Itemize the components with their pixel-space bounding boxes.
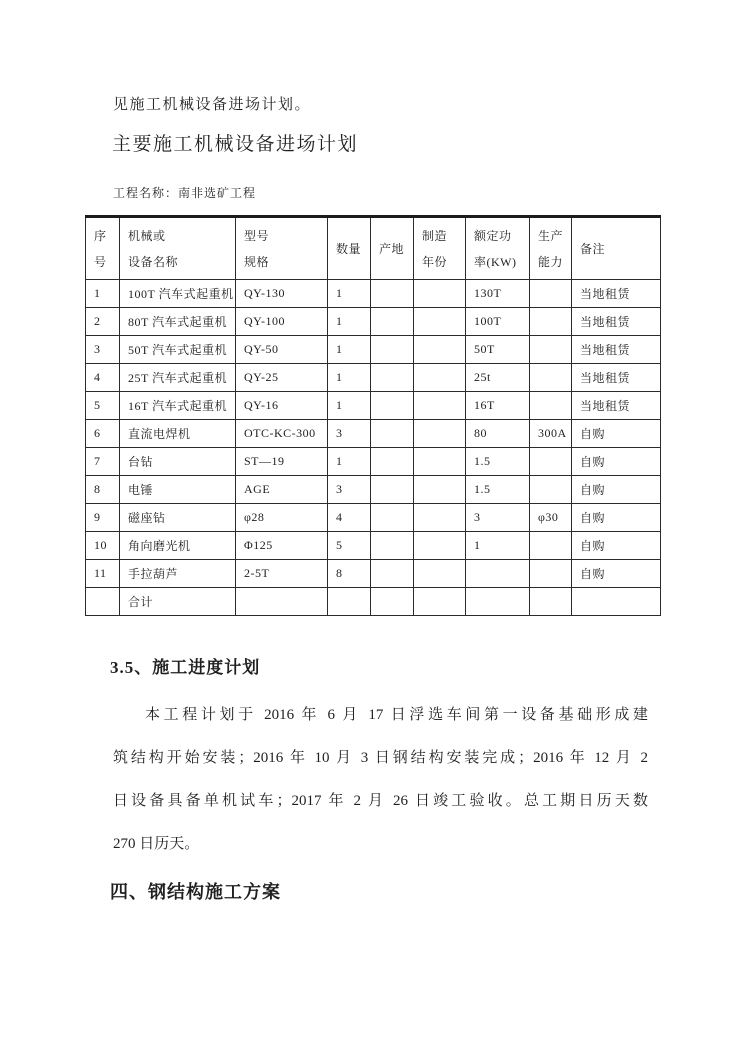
table-cell: 6	[86, 420, 120, 448]
table-cell	[466, 560, 530, 588]
paragraph-line: 本工程计划于 2016 年 6 月 17 日浮选车间第一设备基础形成建	[145, 707, 648, 723]
table-cell: 磁座钻	[120, 504, 236, 532]
table-cell: ST—19	[236, 448, 328, 476]
header-cell: 制造 年份	[414, 217, 466, 280]
table-row	[86, 308, 661, 336]
table-cell: QY-25	[236, 364, 328, 392]
table-cell	[530, 308, 572, 336]
table-cell	[572, 588, 661, 616]
header-row	[86, 217, 661, 280]
table-cell	[371, 448, 414, 476]
table-cell: QY-50	[236, 336, 328, 364]
table-cell	[371, 336, 414, 364]
table-cell: 8	[328, 560, 371, 588]
table-cell	[414, 476, 466, 504]
table-cell: 自购	[572, 504, 661, 532]
table-row	[86, 364, 661, 392]
table-cell	[371, 364, 414, 392]
table-row	[86, 280, 661, 308]
table-cell	[371, 532, 414, 560]
table-cell: 300A	[530, 420, 572, 448]
table-cell	[530, 280, 572, 308]
table-cell: 8	[86, 476, 120, 504]
table-cell: 1	[86, 280, 120, 308]
section-progress-heading: 3.5、施工进度计划	[110, 658, 261, 677]
table-cell: 9	[86, 504, 120, 532]
header-cell: 备注	[572, 217, 661, 280]
table-cell	[414, 364, 466, 392]
table-cell	[371, 504, 414, 532]
table-cell	[530, 588, 572, 616]
table-cell	[86, 588, 120, 616]
table-cell: 100T	[466, 308, 530, 336]
table-cell: 角向磨光机	[120, 532, 236, 560]
table-header	[86, 217, 661, 280]
table-cell: 1	[328, 448, 371, 476]
paragraph-line: 日设备具备单机试车；2017 年 2 月 26 日竣工验收。总工期日历天数	[113, 793, 648, 809]
table-cell: 1	[328, 308, 371, 336]
table-cell: 25T 汽车式起重机	[120, 364, 236, 392]
table-cell: 80	[466, 420, 530, 448]
section-steel-heading: 四、钢结构施工方案	[110, 882, 281, 902]
table-cell: 1	[328, 392, 371, 420]
main-heading: 主要施工机械设备进场计划	[112, 134, 359, 155]
table-cell	[371, 476, 414, 504]
table-cell	[328, 588, 371, 616]
equipment-table	[85, 215, 661, 616]
table-cell: 80T 汽车式起重机	[120, 308, 236, 336]
table-cell	[414, 392, 466, 420]
table-cell	[530, 336, 572, 364]
table-cell: 当地租赁	[572, 364, 661, 392]
table-row	[86, 588, 661, 616]
table-cell	[414, 420, 466, 448]
header-cell: 产地	[371, 217, 414, 280]
table-cell: QY-16	[236, 392, 328, 420]
table-cell	[371, 280, 414, 308]
table-cell	[530, 392, 572, 420]
table-cell	[371, 308, 414, 336]
table-cell: 台钻	[120, 448, 236, 476]
table-cell: 5	[86, 392, 120, 420]
progress-paragraph	[113, 694, 648, 866]
table-cell: 10	[86, 532, 120, 560]
table-cell: 16T	[466, 392, 530, 420]
table-cell	[414, 532, 466, 560]
table-row	[86, 532, 661, 560]
table-cell	[530, 532, 572, 560]
table-cell: 手拉葫芦	[120, 560, 236, 588]
header-cell: 生产 能力	[530, 217, 572, 280]
table-cell	[371, 392, 414, 420]
header-cell: 机械或 设备名称	[120, 217, 236, 280]
table-cell: 1.5	[466, 476, 530, 504]
table-cell: 2	[86, 308, 120, 336]
table-cell: 4	[86, 364, 120, 392]
table-cell: 电锤	[120, 476, 236, 504]
table-row	[86, 336, 661, 364]
table-cell: 3	[328, 420, 371, 448]
table-cell	[414, 560, 466, 588]
table-cell: 2-5T	[236, 560, 328, 588]
header-cell: 序 号	[86, 217, 120, 280]
table-cell	[530, 448, 572, 476]
table-cell: 自购	[572, 532, 661, 560]
table-cell	[414, 504, 466, 532]
table-cell: QY-100	[236, 308, 328, 336]
table-cell: 3	[86, 336, 120, 364]
table-cell: 当地租赁	[572, 336, 661, 364]
table-cell	[414, 588, 466, 616]
table-cell: 1	[466, 532, 530, 560]
header-cell: 数量	[328, 217, 371, 280]
intro-line: 见施工机械设备进场计划。	[113, 97, 312, 113]
table-cell: φ28	[236, 504, 328, 532]
table-cell: φ30	[530, 504, 572, 532]
table-cell: 自购	[572, 448, 661, 476]
table-cell: OTC-KC-300	[236, 420, 328, 448]
table-cell: Φ125	[236, 532, 328, 560]
table-cell: 3	[328, 476, 371, 504]
table-cell: 100T 汽车式起重机	[120, 280, 236, 308]
table-cell	[371, 588, 414, 616]
table-cell: 自购	[572, 420, 661, 448]
table-cell	[414, 280, 466, 308]
table-cell: QY-130	[236, 280, 328, 308]
table-row	[86, 392, 661, 420]
table-cell: 16T 汽车式起重机	[120, 392, 236, 420]
table-cell: 直流电焊机	[120, 420, 236, 448]
table-cell: 7	[86, 448, 120, 476]
table-cell: 4	[328, 504, 371, 532]
paragraph-line: 270 日历天。	[113, 836, 200, 852]
table-cell: 1	[328, 336, 371, 364]
table-cell: 1	[328, 280, 371, 308]
table-cell: 50T	[466, 336, 530, 364]
table-cell	[414, 336, 466, 364]
table-cell	[371, 560, 414, 588]
table-row	[86, 420, 661, 448]
header-cell: 型号 规格	[236, 217, 328, 280]
table-cell: 1.5	[466, 448, 530, 476]
table-cell: 50T 汽车式起重机	[120, 336, 236, 364]
table-cell	[530, 560, 572, 588]
table-cell	[236, 588, 328, 616]
table-cell: 当地租赁	[572, 392, 661, 420]
table-cell: 5	[328, 532, 371, 560]
paragraph-line: 筑结构开始安装；2016 年 10 月 3 日钢结构安装完成；2016 年 12 月 2	[113, 750, 648, 766]
table-cell: 25t	[466, 364, 530, 392]
table-cell: 130T	[466, 280, 530, 308]
table-cell: 11	[86, 560, 120, 588]
table-cell: 当地租赁	[572, 280, 661, 308]
table-cell	[371, 420, 414, 448]
table-cell: 1	[328, 364, 371, 392]
table-cell	[414, 448, 466, 476]
table-row	[86, 504, 661, 532]
table-cell: 自购	[572, 560, 661, 588]
table-cell	[466, 588, 530, 616]
table-cell	[530, 476, 572, 504]
table-row	[86, 560, 661, 588]
table-body	[86, 280, 661, 616]
project-name-label: 工程名称：南非选矿工程	[113, 186, 257, 200]
table-row	[86, 448, 661, 476]
table-row	[86, 476, 661, 504]
table-cell: AGE	[236, 476, 328, 504]
table-cell	[414, 308, 466, 336]
table-cell	[530, 364, 572, 392]
table-cell: 3	[466, 504, 530, 532]
table-cell: 当地租赁	[572, 308, 661, 336]
table-cell: 合计	[120, 588, 236, 616]
header-cell: 额定功 率(KW)	[466, 217, 530, 280]
table-cell: 自购	[572, 476, 661, 504]
